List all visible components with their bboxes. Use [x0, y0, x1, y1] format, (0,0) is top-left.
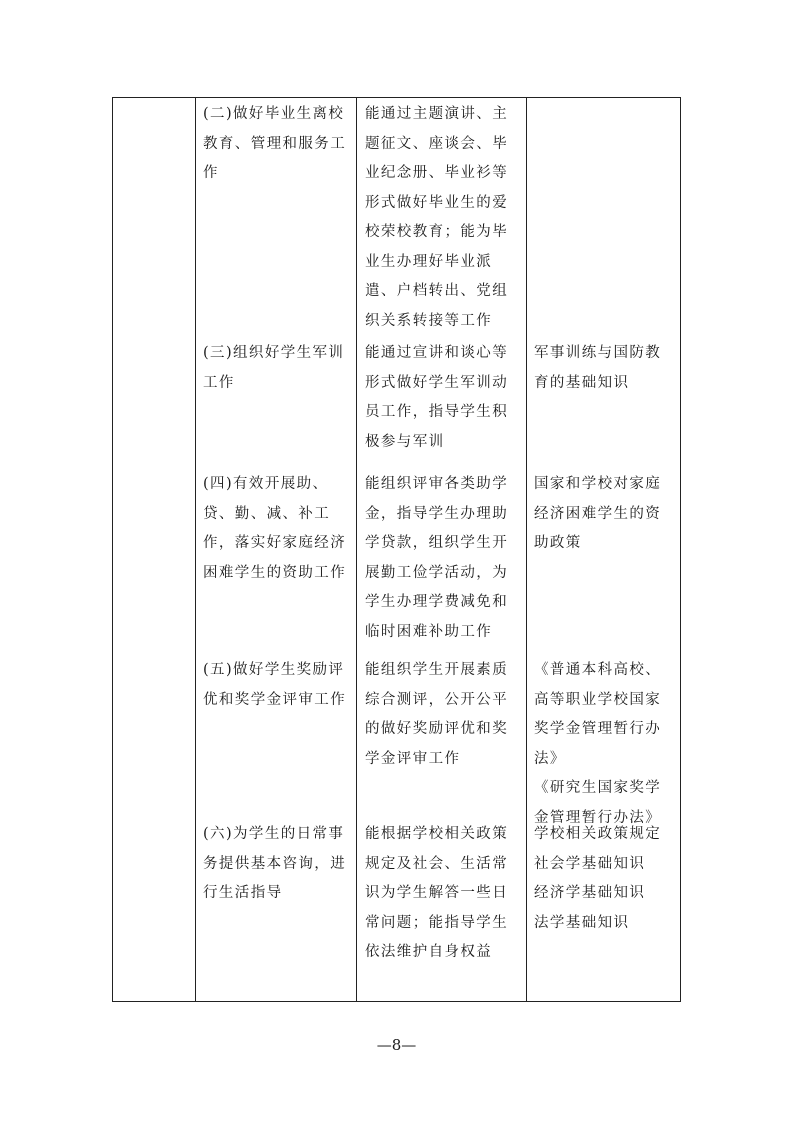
- requirements-table: [112, 97, 681, 1002]
- row-4-skill: 能组织学生开展素质综合测评，公开公平的做好奖励评优和奖学金评审工作: [365, 662, 509, 767]
- column-divider: [526, 98, 527, 1001]
- knowledge-line: 学校相关政策规定: [534, 826, 662, 842]
- page-number: —8—: [376, 1036, 417, 1054]
- knowledge-line: 法学基础知识: [534, 914, 630, 931]
- row-1-skill: 能通过主题演讲、主题征文、座谈会、毕业纪念册、毕业衫等形式做好毕业生的爱校荣校教育；能为毕业生办理好毕业派遣、户档转出、党组织关系转接等工作: [365, 106, 509, 329]
- row-2-knowledge: 军事训练与国防教育的基础知识: [534, 345, 662, 391]
- row-2-skill: 能通过宣讲和谈心等形式做好学生军训动员工作，指导学生积极参与军训: [365, 345, 509, 450]
- row-2-task: (三)组织好学生军训工作: [203, 345, 345, 391]
- row-1-task: (二)做好毕业生离校教育、管理和服务工作: [203, 106, 347, 181]
- row-5-knowledge: [534, 820, 676, 938]
- row-3-task: (四)有效开展助、贷、勤、减、补工作，落实好家庭经济困难学生的资助工作: [203, 476, 347, 581]
- row-4-knowledge: [534, 656, 676, 833]
- knowledge-line: 《研究生国家奖学金管理暂行办法》: [534, 780, 662, 826]
- knowledge-line: 《普通本科高校、高等职业学校国家奖学金管理暂行办法》: [534, 662, 662, 767]
- row-3-skill: 能组织评审各类助学金，指导学生办理助学贷款，组织学生开展勤工俭学活动，为学生办理学费减免和临时困难补助工作: [365, 476, 509, 640]
- column-divider: [195, 98, 196, 1001]
- knowledge-line: 经济学基础知识: [534, 885, 646, 901]
- knowledge-line: 社会学基础知识: [534, 855, 646, 872]
- row-5-task: (六)为学生的日常事务提供基本咨询，进行生活指导: [203, 826, 347, 901]
- row-4-task: (五)做好学生奖励评优和奖学金评审工作: [203, 662, 347, 708]
- column-divider: [356, 98, 357, 1001]
- row-5-skill: 能根据学校相关政策规定及社会、生活常识为学生解答一些日常问题；能指导学生依法维护自身权益: [365, 826, 509, 960]
- row-3-knowledge: 国家和学校对家庭经济困难学生的资助政策: [534, 476, 662, 551]
